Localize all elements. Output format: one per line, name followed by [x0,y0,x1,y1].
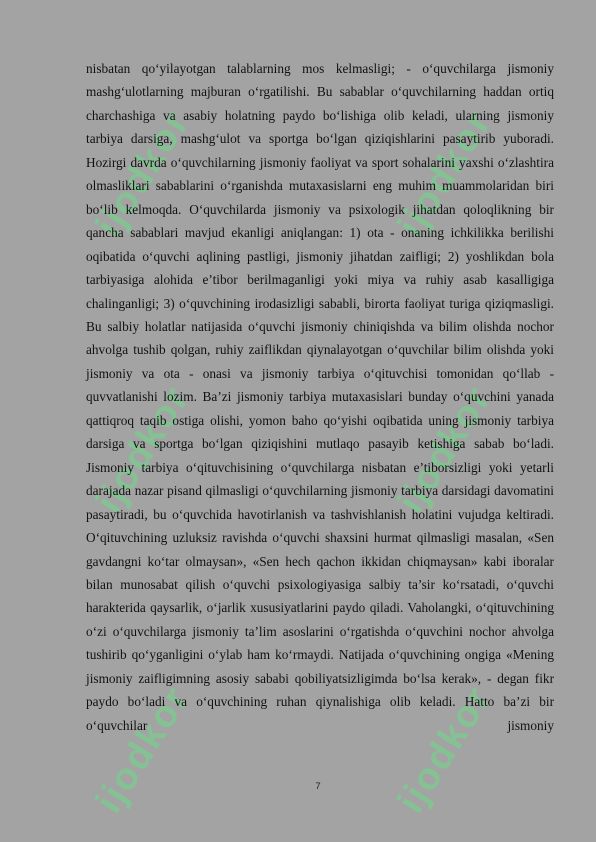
watermark-top-left: ijodkor [88,102,199,245]
watermark-bottom-right: ijodkor [390,678,501,821]
watermark-top-right: ijodkor [390,102,501,245]
body-paragraph: nisbatan qo‘yilayotgan talablarning mos kelmasligi; - o‘quvchilarga jismoniy mashg‘ulotlarning majburan o‘rgatilishi. Bu sabablar o‘quvchilarning haddan ortiq charchashiga va asabiy holatning paydo bo‘lishiga olib keladi, ularning jismoniy tarbiya darsiga, mashg‘ulot va sportga bo‘lgan qiziqishlarini pasaytirib yuboradi. Hozirgi davrda o‘quvchilarning jismoniy faoliyat va sport sohalarini yaxshi o‘zlashtira olmasliklari sabablarini o‘rganishda mutaxasislarni eng muhim muammolaridan biri bo‘lib kelmoqda. O‘quvchilarda jismoniy va psixologik jihatdan qoloqlikning bir qancha sabablari mavjud ekanligi aniqlangan: 1) ota - onaning ichkilikka berilishi oqibatida o‘quvchi aqlining pastligi, jismoniy jihatdan zaifligi; 2) yoshlikdan bola tarbiyasiga alohida e’tibor berilmaganligi yoki miya va ruhiy asab kasalligiga chalinganligi; 3) o‘quvchining irodasizligi sababli, birorta faoliyat turiga qiziqmasligi. Bu salbiy holatlar natijasida o‘quvchi jismoniy chiniqishda va bilim olishda nochor ahvolga tushib qolgan, ruhiy zaiflikdan qiynalayotgan o‘quvchilar bilim olishda yoki jismoniy va ota - onasi va jismoniy tarbiya o‘qituvchisi tomonidan qo‘llab - quvvatlanishi lozim. Ba’zi jismoniy tarbiya mutaxasislari bunday o‘quvchini yanada qattiqroq taqib ostiga olishi, yomon baho qo‘yishi oqibatida uning jismoniy tarbiya darsiga va sportga bo‘lgan qiziqishini mutlaqo pasayib ketishiga sabab bo‘ladi. Jismoniy tarbiya o‘qituvchisining o‘quvchilarga nisbatan e’tiborsizligi yoki yetarli darajada nazar pisand qilmasligi o‘quvchilarning jismoniy tarbiya darsidagi davomatini pasaytiradi, bu o‘quvchida havotirlanish va tashvishlanish holatini vujudga keltiradi. O‘qituvchining uzluksiz ravishda o‘quvchi shaxsini hurmat qilmasligi masalan, «Sen gavdangni ko‘tar olmaysan», «Sen hech qachon ikkidan chiqmaysan» kabi iboralar bilan munosabat qilish o‘quvchi psixologiyasiga salbiy ta’sir ko‘rsatadi, o‘quvchi harakterida qaysarlik, o‘jarlik xususiyatlarini paydo qiladi. Vaholangki, o‘qituvchining o‘zi o‘quvchilarga jismoniy ta’lim asoslarini o‘rgatishda o‘quvchini nochor ahvolga tushirib qo‘yganligini o‘ylab ham ko‘rmaydi. Natijada o‘quvchining ongiga «Mening jismoniy zaifligimning asosiy sababi qobiliyatsizligimda bo‘lsa kerak», - degan fikr paydo bo‘ladi va o‘quvchining ruhan qiynalishiga olib keladi. Hatto ba’zi bir o‘quvchilar jismoniy [86,61,554,733]
watermark-bottom-left: ijodkor [88,678,199,821]
page-number: 7 [315,781,321,792]
watermark-middle-left: ijodkor [88,378,199,521]
watermark-middle-right: ijodkor [390,378,501,521]
